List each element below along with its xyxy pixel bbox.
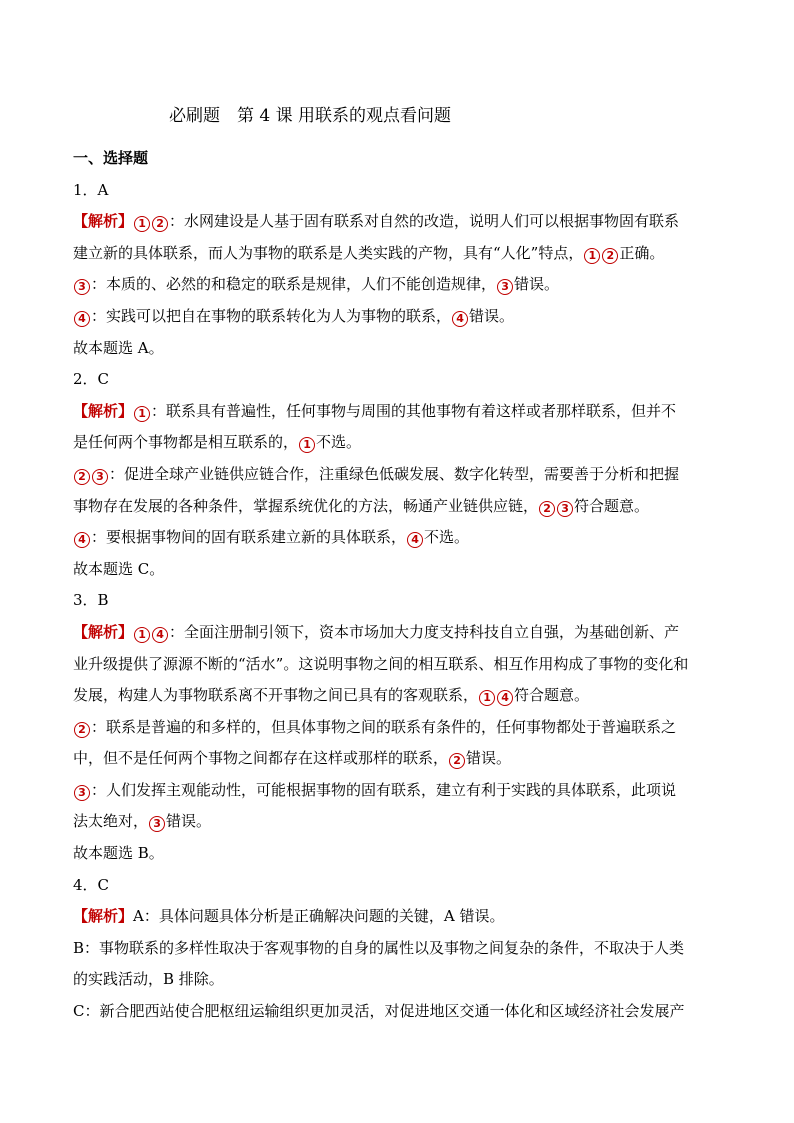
option-marker: 2 (602, 248, 618, 264)
line-text: 符合题意。 (574, 496, 650, 515)
text-line (73, 617, 723, 649)
option-marker: 3 (149, 816, 165, 832)
option-marker: 1 (134, 627, 150, 643)
text-line (73, 427, 723, 459)
option-marker: 3 (74, 279, 90, 295)
analysis-tag: 【解析】 (73, 622, 134, 641)
option-marker: 1 (134, 406, 150, 422)
option-marker: 4 (452, 311, 468, 327)
text-line (73, 238, 723, 270)
text-line (73, 680, 723, 712)
line-text: 建立新的具体联系，而人为事物的联系是人类实践的产物，具有“人化”特点， (73, 243, 584, 262)
text-line (73, 364, 723, 396)
line-text: 业升级提供了源源不断的“活水”。这说明事物之间的相互联系、相互作用构成了事物的变化和 (73, 654, 689, 673)
option-marker: 4 (497, 690, 513, 706)
text-line (73, 491, 723, 523)
line-text: ：人们发挥主观能动性，可能根据事物的固有联系，建立有利于实践的具体联系，此项说 (91, 780, 677, 799)
line-text: ：水网建设是人基于固有联系对自然的改造，说明人们可以根据事物固有联系 (169, 212, 680, 231)
line-text: 发展，构建人为事物联系离不开事物之间已具有的客观联系， (73, 686, 479, 705)
text-line (73, 743, 723, 775)
line-text: 不选。 (316, 433, 362, 452)
text-line (73, 806, 723, 838)
text-line (73, 175, 723, 207)
option-marker: 4 (407, 532, 423, 548)
line-text: 的实践活动，B 排除。 (73, 970, 224, 989)
line-text: 事物存在发展的各种条件，掌握系统优化的方法，畅通产业链供应链， (73, 496, 539, 515)
line-text: 错误。 (469, 306, 515, 325)
text-line (73, 585, 723, 617)
text-line (73, 712, 723, 744)
answer-content (73, 143, 723, 1028)
section-heading: 一、选择题 (73, 149, 149, 167)
text-line (73, 396, 723, 428)
line-text: 错误。 (166, 812, 212, 831)
option-marker: 3 (92, 469, 108, 485)
option-marker: 3 (557, 501, 573, 517)
line-text: 2．C (73, 370, 110, 389)
text-line (73, 459, 723, 491)
text-line (73, 301, 723, 333)
text-line (73, 933, 723, 965)
line-text: 法太绝对， (73, 812, 149, 831)
analysis-tag: 【解析】 (73, 907, 134, 926)
analysis-tag: 【解析】 (73, 401, 134, 420)
line-text: 错误。 (514, 275, 560, 294)
line-text: 符合题意。 (514, 686, 590, 705)
option-marker: 2 (449, 753, 465, 769)
text-line (73, 206, 723, 238)
line-text: 故本题选 B。 (73, 844, 164, 863)
text-line (73, 554, 723, 586)
option-marker: 1 (584, 248, 600, 264)
line-text: 不选。 (424, 528, 470, 547)
text-line (73, 269, 723, 301)
option-marker: 1 (134, 216, 150, 232)
option-marker: 2 (539, 501, 555, 517)
line-text: 3．B (73, 591, 109, 610)
text-line (73, 901, 723, 933)
line-text: 1．A (73, 180, 109, 199)
option-marker: 4 (74, 311, 90, 327)
line-text: 故本题选 A。 (73, 338, 164, 357)
line-text: A：具体问题具体分析是正确解决问题的关键，A 错误。 (133, 907, 505, 926)
line-text: 错误。 (466, 749, 512, 768)
page-title: 必刷题 第 4 课 用联系的观点看问题 (168, 106, 452, 126)
text-line (73, 964, 723, 996)
line-text: 正确。 (619, 243, 665, 262)
analysis-tag: 【解析】 (73, 212, 134, 231)
line-text: ：要根据事物间的固有联系建立新的具体联系， (91, 528, 407, 547)
line-text: ：促进全球产业链供应链合作，注重绿色低碳发展、数字化转型，需要善于分析和把握 (109, 464, 680, 483)
option-marker: 1 (299, 437, 315, 453)
line-text: B：事物联系的多样性取决于客观事物的自身的属性以及事物之间复杂的条件，不取决于人类 (73, 938, 685, 957)
text-line (73, 870, 723, 902)
line-text: 是任何两个事物都是相互联系的， (73, 433, 299, 452)
line-text: 中，但不是任何两个事物之间都存在这样或那样的联系， (73, 749, 449, 768)
text-line (73, 775, 723, 807)
text-line (73, 522, 723, 554)
line-text: ：联系是普遍的和多样的，但具体事物之间的联系有条件的，任何事物都处于普遍联系之 (91, 717, 677, 736)
line-text: 故本题选 C。 (73, 559, 165, 578)
text-line (73, 333, 723, 365)
line-text: ：联系具有普遍性，任何事物与周围的其他事物有着这样或者那样联系，但并不 (151, 401, 677, 420)
option-marker: 1 (479, 690, 495, 706)
line-text: ：本质的、必然的和稳定的联系是规律，人们不能创造规律， (91, 275, 497, 294)
line-text: 4．C (73, 875, 110, 894)
option-marker: 2 (74, 722, 90, 738)
line-text: ：全面注册制引领下，资本市场加大力度支持科技自立自强，为基础创新、产 (169, 622, 680, 641)
text-line (73, 838, 723, 870)
option-marker: 2 (152, 216, 168, 232)
text-line (73, 649, 723, 681)
option-marker: 4 (74, 532, 90, 548)
option-marker: 2 (74, 469, 90, 485)
line-text: C：新合肥西站使合肥枢纽运输组织更加灵活，对促进地区交通一体化和区域经济社会发展产 (73, 1002, 685, 1021)
text-line (73, 996, 723, 1028)
line-text: ：实践可以把自在事物的联系转化为人为事物的联系， (91, 306, 452, 325)
option-marker: 3 (497, 279, 513, 295)
option-marker: 3 (74, 785, 90, 801)
option-marker: 4 (152, 627, 168, 643)
